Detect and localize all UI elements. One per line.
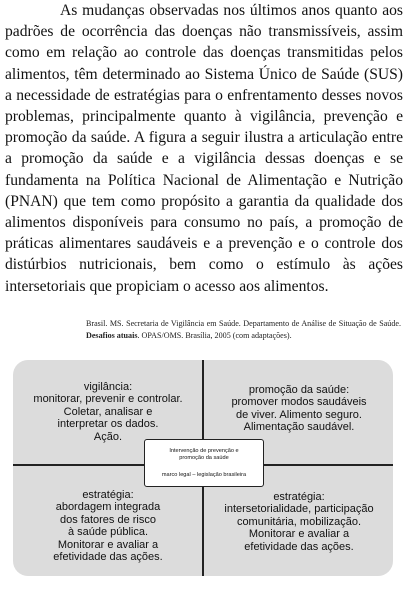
- citation-publisher: . OPAS/OMS. Brasília, 2005 (com adaptações).: [137, 330, 292, 340]
- quadrant-estrategia-left: estratégia: abordagem integrada dos fatores de risco à saúde pública. Monitorar e avaliar a efetividade das ações.: [53, 489, 163, 564]
- quadrant-promocao: promoção da saúde: promover modos saudáveis de viver. Alimento seguro. Alimentação saudável.: [231, 384, 367, 434]
- center-intervention-text: Intervenção de prevenção e promoção da saúde: [169, 448, 239, 461]
- body-paragraph: As mudanças observadas nos últimos anos quanto aos padrões de ocorrência das doenças não transmissíveis, assim como em relação ao controle das doenças transmitidas pelos alimentos, têm determinado ao Sistema Único de Saúde (SUS) a necessidade de estratégias para o enfrentamento desses novos problemas, principalmente quanto à vigilância, prevenção e promoção da saúde. A figura a seguir ilustra a articulação entre a promoção da saúde e a vigilância dessas doenças e se fundamenta na Política Nacional de Alimentação e Nutrição (PNAN) que tem como propósito a garantia da qualidade dos alimentos disponíveis para consumo no país, a promoção de práticas alimentares saudáveis e a prevenção e o controle dos distúrbios nutricionais, bem como o estímulo às ações intersetoriais que propiciam o acesso aos alimentos.: [5, 2, 403, 295]
- citation-title: Desafios atuais: [86, 330, 138, 340]
- source-citation: [86, 318, 401, 341]
- center-legal-text: marco legal – legislação brasileira: [161, 472, 247, 478]
- quadrant-estrategia-right: estratégia: intersetorialidade, participação comunitária, mobilização. Monitorar e avaliar a efetividade das ações.: [224, 491, 374, 553]
- center-box: [144, 439, 264, 487]
- citation-text: Brasil. MS. Secretaria de Vigilância em Saúde. Departamento de Análise de Situação de Saúde.: [86, 319, 401, 328]
- articulation-diagram: [13, 360, 393, 576]
- quadrant-vigilancia: vigilância: monitorar, prevenir e controlar. Coletar, analisar e interpretar os dados. Ação.: [33, 381, 183, 443]
